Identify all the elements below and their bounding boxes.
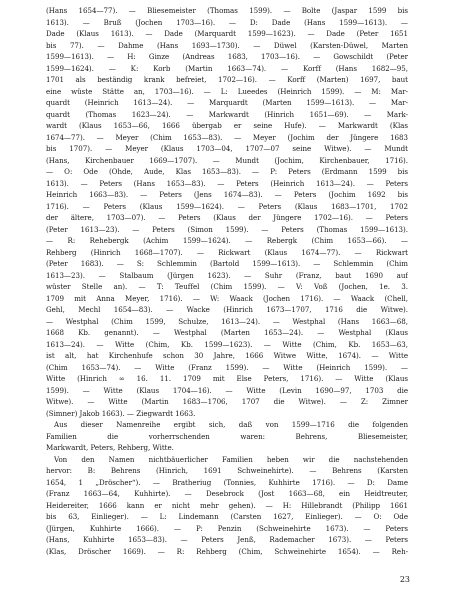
text-line: Aus dieser Namenreihe ergibt sich, daß von 1599—1716 die folgenden xyxy=(54,420,408,429)
text-line: bis 63, Einlieger). — L: Lindemann (Carsten 1627, Einlieger). — O: Ode xyxy=(46,512,408,521)
text-line: Von den Namen nichtbäuerlicher Familien heben wir die nachstehenden xyxy=(54,454,408,464)
text-line: (Hans 1654—77). — Bliesemeister (Thomas 1599). — Bolte (Jaspar 1599 bis xyxy=(46,6,408,15)
text-line: (Chim 1653—74). — Witte (Franz 1599). — Witte (Heinrich 1599). — xyxy=(46,362,408,372)
text-line: 1613—23). — Stalbaum (Jürgen 1623). — Suhr (Franz, baut 1690 auf xyxy=(46,270,408,280)
text-line: 1674—77). — Meyer (Chim 1653—83). — Meyer (Jochim der Jüngere 1683 xyxy=(46,132,408,142)
text-line: (Peter 1613—23). — Peters (Simon 1599). — Peters (Thomas 1599—1613). xyxy=(46,224,408,234)
text-line: 1701 als beständig krank befreiet, 1702—16). — Korff (Marten) 1697, baut xyxy=(46,75,408,84)
body-text xyxy=(46,5,408,557)
text-line: 1613). — Peters (Hans 1653—83). — Peters (Heinrich 1613—24). — Peters xyxy=(46,178,408,188)
text-line: Heinrich 1663—83). — Peters (Jens 1674—83). — Peters (Jochim 1692 bis xyxy=(46,190,408,199)
text-line: 1599). — Witte (Klaus 1704—16). — Witte (Levin 1690—97, 1703 die xyxy=(46,385,408,395)
text-line: Dade (Klaus 1613). — Dade (Marquardt 1599—1623). — Dade (Peter 1651 xyxy=(46,29,408,38)
text-line: 1613). — Bruß (Jochen 1703—16). — D: Dade (Hans 1599—1613). — xyxy=(46,17,408,27)
text-line: — O: Ode (Ohde, Aude, Klas 1653—83). — P: Peters (Erdmann 1599 bis xyxy=(46,167,408,176)
text-line: Witwe). — Witte (Martin 1683—1706, 1707 die Witwe). — Z: Zimner xyxy=(46,397,408,406)
text-line: Markwardt, Peters, Rehberg, Witte. xyxy=(46,443,174,452)
text-line: Heidereiter, 1666 kann er nicht mehr gehen). — H: Hillebrandt (Philipp 1661 xyxy=(46,500,408,510)
text-line: Gehl, Mechl 1654—83). — Wacke (Hinrich 1673—1707, 1716 die Witwe). xyxy=(46,305,408,314)
text-line: wardt (Klaus 1653—66, 1666 übergab er seine Hufe). — Markwardt (Klas xyxy=(46,121,408,130)
text-line: — Westphal (Chim 1599, Schulze, 1613—24). — Westphal (Hans 1663—68, xyxy=(46,316,408,326)
text-line: 1654, 1 „Dröscher“). — Bratheriug (Tonnies, Kuhhirte 1716). — D: Dame xyxy=(46,477,408,487)
text-line: Witte (Hinrich ∞ 16. 11. 1709 mit Else Peters, 1716). — Witte (Klaus xyxy=(46,374,408,383)
text-line: 1668 Kb. genannt). — Westphal (Marten 1653—24). — Westphal (Klaus xyxy=(46,328,408,337)
text-line: bis 77). — Dahme (Hans 1693—1730). — Düwel (Karsten-Düwel, Marten xyxy=(46,40,408,50)
text-line: Familien die vorherrschenden waren: Behrens, Bliesemeister, xyxy=(46,431,408,441)
text-line: (Hans, Kirchenbauer 1669—1707). — Mundt (Jochim, Kirchenbauer, 1716). xyxy=(46,155,408,165)
text-line: eine wüste Stätte an, 1703—16). — L: Lueedes (Heinrich 1599). — M: Mar- xyxy=(46,86,408,96)
text-line: 1599—1613). — H: Ginze (Andreas 1683, 1703—16). — Gowschildt (Peter xyxy=(46,52,408,61)
text-line: ist alt, hat Kirchenhufe schon 30 Jahre, 1666 Witwe Witte, 1674). — Witte xyxy=(46,351,408,360)
text-line: Rehberg (Hinrich 1668—1707). — Rickwart (Klaus 1674—77). — Rickwart xyxy=(46,247,408,257)
text-line: — R: Rehebergk (Achim 1599—1624). — Rebergk (Chim 1653—66). — xyxy=(46,236,408,245)
text-line: bis 1707). — Meyer (Klaus 1703—04, 1707—07 seine Witwe). — Mundt xyxy=(46,144,408,153)
text-line: (Jürgen, Kuhhirte 1666). — P: Penzin (Schweinehirte 1673). — Peters xyxy=(46,523,408,533)
text-line: (Peter 1683). — S: Schlemmin (Bartold 1599—1613). — Schlemmin (Chim xyxy=(46,259,408,268)
text-line: 1599—1624). — K: Korb (Martin 1663—74). — Korff (Hans 1682—95, xyxy=(46,63,408,73)
text-line: (Franz 1663—64, Kuhhirte). — Desebrock (Jost 1663—68, ein Heidtreuter, xyxy=(46,489,408,498)
text-line: quardt (Thomas 1623—24). — Markwardt (Hinrich 1651—69). — Mark- xyxy=(46,109,408,119)
text-line: quardt (Heinrich 1613—24). — Marquardt (Marten 1599—1613). — Mar- xyxy=(46,98,408,107)
text-line: wüster Stelle an). — T: Teuffel (Chim 1599). — V: Voß (Jochen, 1e. 3. xyxy=(46,282,408,291)
text-line: 1716). — Peters (Klaus 1599—1624). — Peters (Klaus 1683—1701, 1702 xyxy=(46,201,408,211)
page-number: 23 xyxy=(399,575,410,584)
text-line: 1613—24). — Witte (Chim, Kb. 1599—1623). — Witte (Chim, Kb. 1653—63, xyxy=(46,339,408,349)
text-line: (Klas, Dröscher 1669). — R: Rehberg (Chim, Schweinehirte 1654). — Reh- xyxy=(46,546,408,556)
text-line: (Simner) Jakob 1663). — Ziegwardt 1663. xyxy=(46,408,196,418)
text-line: 1709 mit Anna Meyer, 1716). — W: Waack (Jochen 1716). — Waack (Chell, xyxy=(46,293,408,303)
text-line: (Hans, Kuhhirte 1653—83). — Peters Jenß, Rademacher 1673). — Peters xyxy=(46,535,408,544)
text-line: der ältere, 1703—07). — Peters (Klaus der Jüngere 1702—16). — Peters xyxy=(46,213,408,222)
text-line: hervor: B: Behrens (Hinrich, 1691 Schweinehirte). — Behrens (Karsten xyxy=(46,466,408,475)
